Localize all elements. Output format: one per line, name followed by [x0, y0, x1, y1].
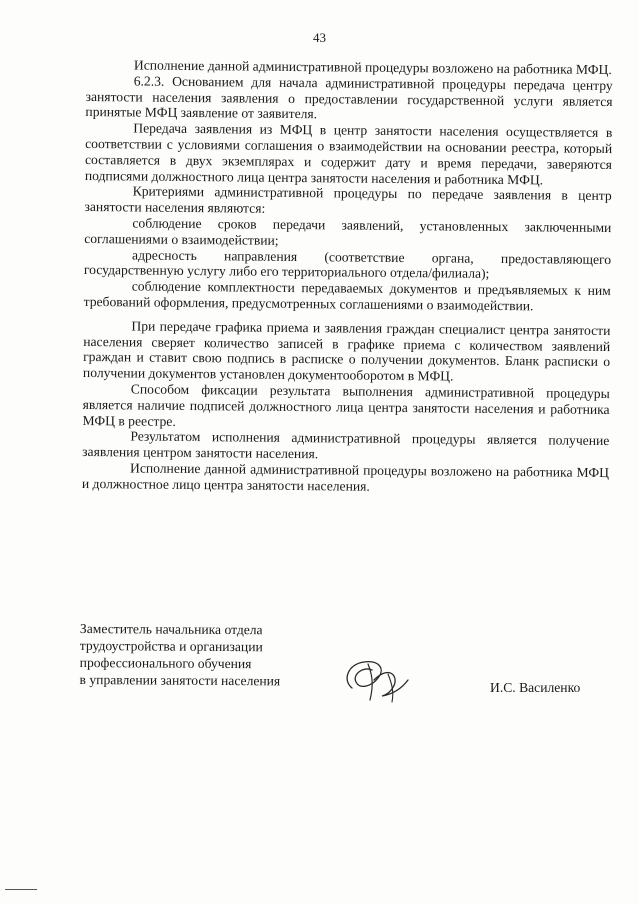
signer-name: И.С. Василенко [490, 680, 581, 695]
paragraph: Результатом исполнения административной процедуры является получение заявления центром занятости населения. [82, 428, 610, 462]
paragraph: Способом фиксации результата выполнения административной процедуры является наличие подписей должностного лица центра занятости населения и работника МФЦ в реестре. [82, 381, 610, 429]
document-body [82, 57, 613, 497]
paragraph: Исполнение данной административной процедуры возложено на работника МФЦ. [133, 57, 612, 78]
paragraph: адресность направления (соответствие органа, предоставляющего государственную услугу либо его территориального отдела/филиала); [83, 247, 612, 282]
footer-divider [5, 889, 37, 890]
handwritten-signature [338, 650, 418, 710]
signer-position-line: профессионального обучения [79, 654, 252, 672]
paragraph: При передаче графика приема и заявления граждан специалист центра занятости населения сверяет количество записей в графике приема с количеством заявлений граждан и ставит свою подпись в расписке о получении документов. Бланк расписки о получении документов установлен документооборотом в МФЦ. [82, 318, 611, 384]
paragraph: Исполнение данной административной процедуры возложено на работника МФЦ и должностное лицо центра занятости населения. [81, 460, 610, 494]
signer-position-line: в управлении занятости населения [79, 671, 281, 689]
page-number: 43 [313, 30, 326, 45]
paragraph: 6.2.3. Основанием для начала административной процедуры передача центру занятости населения заявления о предоставлении государственной услуги является принятые МФЦ заявление от заявителя. [85, 73, 613, 122]
paragraph: соблюдение сроков передачи заявлений, установленных заключенными соглашениями о взаимодействии; [84, 215, 612, 248]
paragraph: Критериями административной процедуры по передаче заявления в центр занятости населения являются: [84, 183, 612, 216]
signer-position-line: трудоустройства и организации [79, 637, 263, 655]
signer-position [80, 620, 281, 689]
paragraph: соблюдение комплектности передаваемых документов и предъявляемых к ним требований оформления, предусмотренных соглашениями о взаимодействии. [83, 278, 611, 314]
signer-position-line: Заместитель начальника отдела [79, 621, 263, 638]
paragraph: Передача заявления из МФЦ в центр занятости населения осуществляется в соответствии с условиями соглашения о взаимодействии на основании реестра, который составляется в двух экземплярах и содержит дату и время передачи, заверяются подписями должностного лица центра занятости населения и работника МФЦ. [84, 120, 613, 187]
